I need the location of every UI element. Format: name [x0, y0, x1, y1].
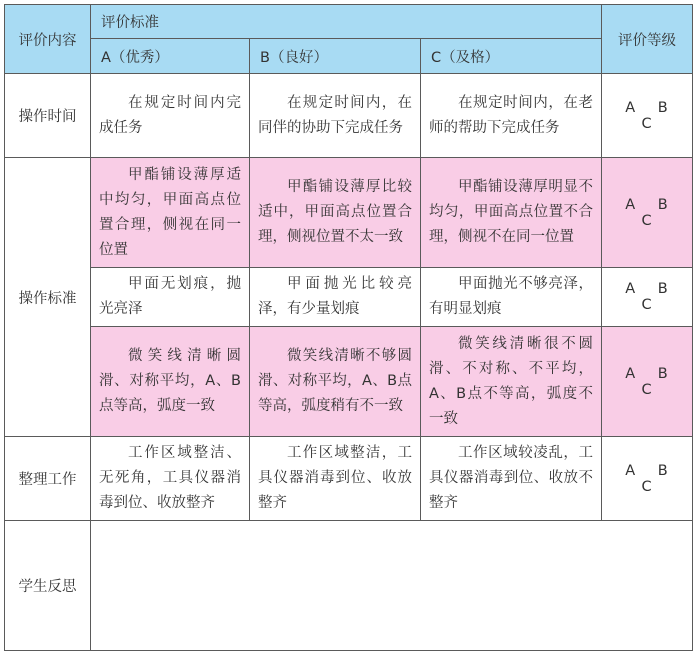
std2-grade: A B C: [602, 268, 693, 327]
std3-level-c: 微笑线清晰很不圆滑、不对称、不平均，A、B点不等高，弧度不一致: [421, 327, 602, 437]
header-level-c: C（及格）: [421, 39, 602, 74]
std2-level-a: 甲面无划痕，抛光亮泽: [91, 268, 250, 327]
row-label-tidy: 整理工作: [5, 437, 91, 521]
std1-grade: A B C: [602, 158, 693, 268]
time-level-a: 在规定时间内完成任务: [91, 74, 250, 158]
std1-level-b: 甲酯铺设薄厚比较适中，甲面高点位置合理，侧视位置不太一致: [250, 158, 421, 268]
std2-level-c: 甲面抛光不够亮泽，有明显划痕: [421, 268, 602, 327]
std3-level-b: 微笑线清晰不够圆滑、对称平均，A、B点等高，弧度稍有不一致: [250, 327, 421, 437]
header-grade: 评价等级: [602, 5, 693, 74]
row-label-time: 操作时间: [5, 74, 91, 158]
time-level-b: 在规定时间内，在同伴的协助下完成任务: [250, 74, 421, 158]
header-level-a: A（优秀）: [91, 39, 250, 74]
tidy-level-c: 工作区域较凌乱，工具仪器消毒到位、收放不整齐: [421, 437, 602, 521]
header-level-b: B（良好）: [250, 39, 421, 74]
std3-grade: A B C: [602, 327, 693, 437]
header-content: 评价内容: [5, 5, 91, 74]
tidy-grade: A B C: [602, 437, 693, 521]
std3-level-a: 微笑线清晰圆滑、对称平均，A、B点等高，弧度一致: [91, 327, 250, 437]
tidy-level-b: 工作区域整洁，工具仪器消毒到位、收放整齐: [250, 437, 421, 521]
std2-level-b: 甲面抛光比较亮泽，有少量划痕: [250, 268, 421, 327]
time-grade: A B C: [602, 74, 693, 158]
tidy-level-a: 工作区域整洁、无死角，工具仪器消毒到位、收放整齐: [91, 437, 250, 521]
header-standard: 评价标准: [91, 5, 602, 39]
time-level-c: 在规定时间内，在老师的帮助下完成任务: [421, 74, 602, 158]
evaluation-table: [4, 4, 693, 651]
reflection-area[interactable]: [91, 521, 693, 651]
row-label-standard: 操作标准: [5, 158, 91, 437]
std1-level-c: 甲酯铺设薄厚明显不均匀，甲面高点位置不合理，侧视不在同一位置: [421, 158, 602, 268]
std1-level-a: 甲酯铺设薄厚适中均匀，甲面高点位置合理，侧视在同一位置: [91, 158, 250, 268]
row-label-reflection: 学生反思: [5, 521, 91, 651]
